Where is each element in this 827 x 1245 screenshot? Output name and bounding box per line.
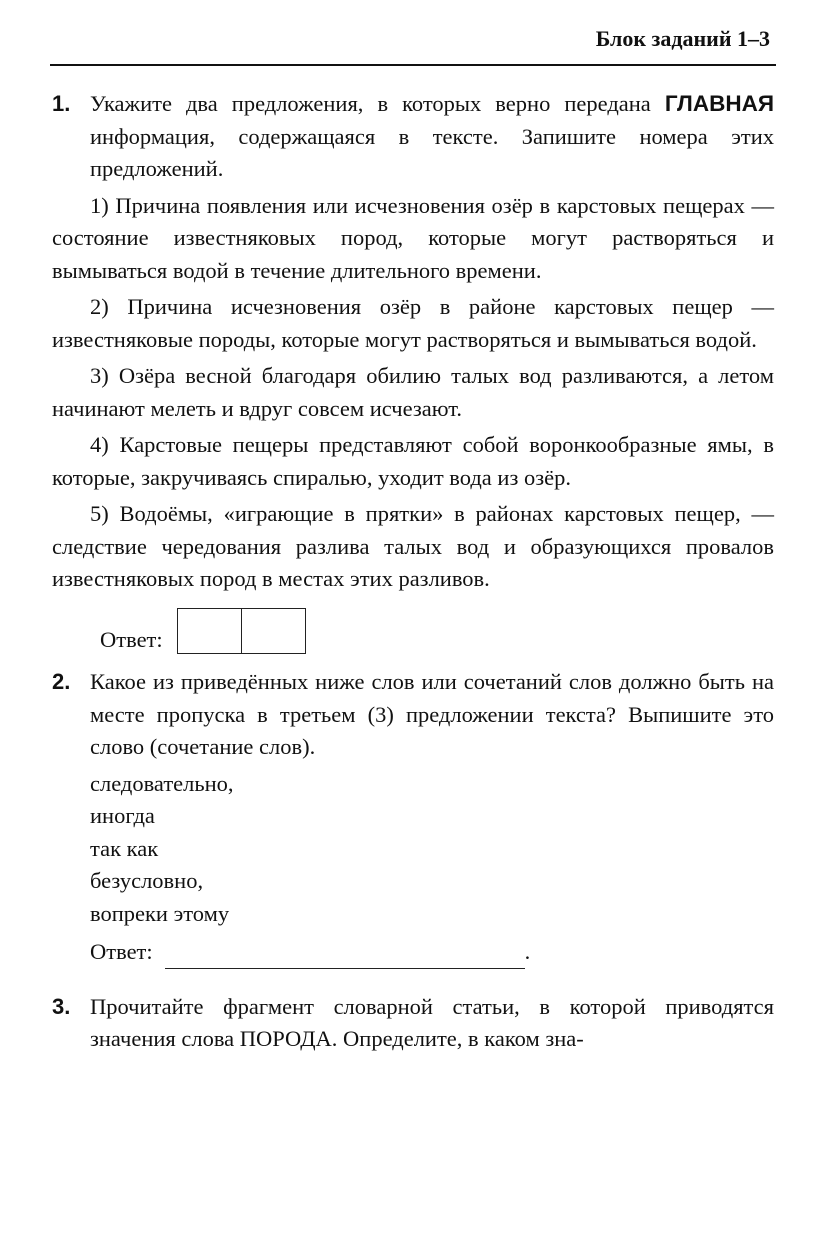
task-3 xyxy=(52,991,774,1056)
task-number: 2. xyxy=(52,669,71,694)
option-item: 3) Озёра весной благодаря обилию талых вод разливаются, а летом начинают мелеть и вдруг совсем исчезают. xyxy=(52,363,774,421)
word-list xyxy=(90,768,774,931)
answer-label: Ответ: xyxy=(90,939,153,964)
word-item: следовательно, xyxy=(90,770,234,796)
option-item: 2) Причина исчезновения озёр в районе карстовых пещер — известняковые породы, которые могут растворяться и вымываться водой. xyxy=(52,294,774,352)
option-item: 1) Причина появления или исчезновения озёр в карстовых пещерах — состояние известняковых пород, которые могут растворяться и вымываться водой в течение длительного времени. xyxy=(52,192,774,283)
task-number: 3. xyxy=(52,993,71,1019)
task-question: Укажите два предложения, в которых верно передана ГЛАВНАЯ информация, содержащаяся в тексте. Запишите номера этих предложений. xyxy=(90,91,774,181)
task-2 xyxy=(52,666,774,969)
task-1 xyxy=(52,88,774,656)
answer-label: Ответ: xyxy=(100,626,163,652)
options-list xyxy=(52,190,774,596)
emphasis-word: ГЛАВНАЯ xyxy=(664,91,774,116)
answer-row xyxy=(100,606,774,657)
answer-box-2[interactable] xyxy=(241,609,305,653)
answer-boxes xyxy=(177,608,306,654)
block-title: Блок заданий 1–3 xyxy=(595,26,770,51)
page-content xyxy=(52,88,774,1056)
answer-end: . xyxy=(524,939,531,964)
word-item: иногда xyxy=(90,803,155,828)
option-item: 5) Водоёмы, «играющие в прятки» в районах карстовых пещер, — следствие чередования разлива талых вод и образующихся провалов известняковых пород в местах этих разливов. xyxy=(52,501,774,591)
task-question: Какое из приведённых ниже слов или сочетаний слов должно быть на месте пропуска в третьем (3) предложении текста? Выпишите это слово (сочетание слов). xyxy=(90,669,774,759)
header-divider xyxy=(50,64,776,66)
option-item: 4) Карстовые пещеры представляют собой воронкообразные ямы, в которые, закручиваясь спиралью, уходит вода из озёр. xyxy=(52,432,774,490)
task-question: Прочитайте фрагмент словарной статьи, в которой приводятся значения слова ПОРОДА. Определите, в каком зна- xyxy=(90,993,774,1051)
task-number: 1. xyxy=(52,91,71,116)
word-item: так как xyxy=(90,835,159,861)
answer-line-row xyxy=(90,936,774,969)
word-item: вопреки этому xyxy=(90,900,230,926)
word-item: безусловно, xyxy=(90,868,204,893)
answer-box-1[interactable] xyxy=(178,609,241,653)
answer-line[interactable] xyxy=(165,944,525,969)
